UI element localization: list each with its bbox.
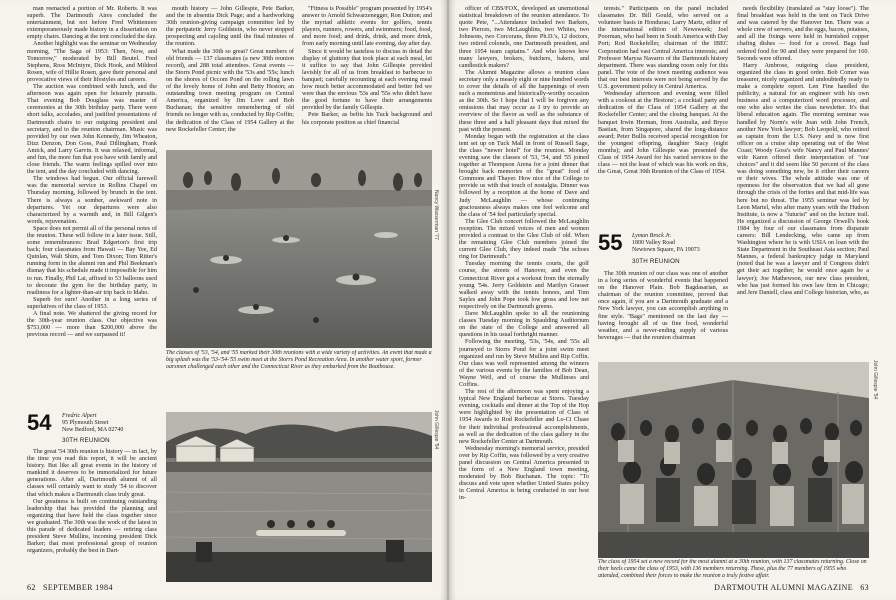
boathouse-photo: [166, 412, 432, 582]
paragraph: needs flexibility (translated as "stay loose"). The final breakfast was held in the tent on Tuck Drive and was catered by the Hanover Inn. There was a whole crew of servers, and the eggs, bacon, potatoes, and all the fixings were held in burnished copper chafing dishes — food for a crowd. Bags had ordered food for 90 and they were prepared for 160. Seconds were offered.: [737, 5, 869, 62]
paragraph: Space does not permit all of the personal notes of the reunion. These will follow in a later issue. Still, some remembrances: Brad Edgerton's first trip back; four classmates from Hawaii — Bay Yee, Ed Quinlan, Walt Shim, and Tom Dixon; Tom Ritter's running form in the alumni run and Phil Beekman's dismay that his schedule made it impossible for him to run. Finally, Phil Lai, affixed to 53 balloons used to decorate the gym for the birthday party, in readiness for a lighter-than-air trip back to Idaho.: [27, 224, 157, 296]
left-col3: [302, 5, 432, 148]
left-page-number: 62: [27, 583, 36, 592]
paragraph: Wednesday afternoon and evening were filled with a cookout at the Hestons'; a cocktail party and dedication of the Class of 1954 Gallery at the Rockefeller Center; and the closing banquet. At the banquet Irwin Herman, from Australia, and Bryce Bastian, from Singapore, shared the long-distance award; Peter Bullis received special recognition for the youngest offspring, daughter Stacy (eight months); and John Gillespie was presented the Class of 1954 Award for his varied services to the class — not the least of which was his work on this, the Great, Great 30th Reunion of the Class of 1954.: [598, 90, 728, 176]
photo1-credit: Nancy Wasserman '77: [433, 190, 439, 240]
paragraph: Our greatness is built on continuing outstanding leadership that has provided the planning and organizing that have held the class together since we graduated. The 30th was the work of the latest in this parade of dedicated leaders — retiring class president Steve Mullins, incoming president Dick Barker; that most professional group of reunion organizers, probably the best in Dart-: [27, 497, 157, 555]
paragraph: terests." Participants on the panel included classmates Dr. Bill Gould, who served on a volunteer basis in Honduras; Larry Martz, editor of the international edition of Newsweek; Joel Poorman, who had been in South America with Day Port; Rod Rockefeller, chairman of the IBEC Corporation had vast Central America interests; and Professor Marysa Navarro of the Dartmouth history department. There was standing room only for this panel. The vote of the town meeting audience was that our best interests were not being served by the U.S. government policy in Central America.: [598, 5, 728, 91]
class-55-number: 55: [598, 230, 623, 255]
photo1-caption-text: The classes of '53, '54, and '55 marked their 30th reunions with a wide variety of activities. An event that made a big splash was the '53-'54-'55 swim meet at the Storrs Pond Recreation Area. In another water sport, former oarsmen challenged each other and the Connecticut River as they embarked from the Boathouse.: [166, 350, 432, 370]
class-55-column: [598, 270, 728, 358]
right-col3: [737, 5, 869, 358]
left-folio: [27, 583, 113, 592]
paragraph: Wednesday morning's memorial service, presided over by Rip Coffin, was followed by a very creative panel discussion on Central America presented in the form of a New England town meeting, moderated by Bob Buchanan. The topic: "To discuss and vote upon whether United States policy in Central America is being conducted in our best in-: [459, 444, 589, 502]
right-folio: [714, 583, 869, 592]
class-55-reunion-heading: 30TH REUNION: [632, 258, 680, 265]
swim-meet-photo: [166, 150, 432, 348]
paragraph: Since it would be tasteless to discuss in detail the display of gluttony that took place at each meal, let it suffice to say that John Gillespie provided lavishly for all of us from breakfast to barbecue to banquet; carefully recounting at each evening meal how much better accommodated and better fed we were than the envious '53s and '55s who didn't have the good fortune to have their arrangements provided by the family Gillespie.: [302, 47, 432, 112]
photo3-caption-text: The class of 1954 set a new record for the most alumni at a 30th reunion, with 137 classmates returning. Close on their heels came the class of 1953, with 136 members returning. These, plus the 77 members of 1955 who attended, combined their forces to make the reunion a truly festive affair.: [598, 559, 867, 579]
class-54-column: [27, 448, 157, 582]
class-54-number: 54: [27, 410, 52, 435]
right-col2: [598, 5, 728, 230]
paragraph: The rest of the afternoon was spent enjoying a typical New England barbecue at Storrs. Tuesday evening, cocktails and dinner at the Top of the Hop were highlighted by the presentation of Class of 1954 Awards to Rod Rockefeller and Lo-Ci Chase for their individual professional accomplishments, as well as the dedication of the class gallery in the new Rockefeller Center at Dartmouth.: [459, 388, 589, 445]
class-54-address: [62, 413, 157, 434]
photo1-caption: [166, 350, 432, 392]
class-54-reunion-heading: 30TH REUNION: [62, 437, 110, 444]
paragraph: Superb for sure! Another in a long series of superlatives of the class of 1953.: [27, 295, 157, 310]
right-page-number: 63: [860, 583, 869, 592]
class-55-city: Newtown Square, PA 19073: [632, 247, 700, 253]
class-54-street: 95 Plymouth Street: [62, 420, 109, 426]
class-55-street: 1800 Valley Road: [632, 240, 675, 246]
class-54-secretary: Fredric Alpert: [62, 413, 97, 419]
left-page: [0, 0, 447, 600]
paragraph: Monday began with the registration at the class tent set up on Tuck Mall in front of Russell Sage, the class "newer hotel" for the reunion. Monday evening saw the classes of '53, '54, and '55 joined together at Thompson Arena for a joint dinner that brought back memories of the "great" food of Commons and Thayer. How nice of the College to provide us with that touch of nostalgia. Dinner was followed by a reception at the home of Dave and Judy McLaughlin — whose continuing graciousness always makes one feel welcome and the class of '54 feel particularly special.: [459, 132, 589, 218]
paragraph: "Fitness is Possible" program presented by 1954's answer to Arnold Schwarzenegger, Ron Dutton; and the myriad athletic events for golfers, tennis players, runners, rowers, and swimmers; food, food, and more food; and drink, drink, and more drink, from early morning until late evening, day after day.: [302, 5, 432, 48]
paragraph: The windows had begun. Our official farewell was the memorial service in Rollins Chapel on Thursday morning, followed by brunch in the tent. There is always a somber, awkward note in departures. Yet our departures were also characterized by a warmth and, in Bill Gilgen's words, rejuvenation.: [27, 175, 157, 225]
photo3-credit: John Gillespie '54: [872, 360, 878, 400]
right-folio-title: DARTMOUTH ALUMNI MAGAZINE: [714, 583, 853, 592]
paragraph: The 30th reunion of our class was one of another in a long series of wonderful events that happened on the Hanover Plain. Bob Bagdasarian, as chairman of the reunion committee, proved that once again, if you are a Dartmouth graduate and a New York lawyer, you can accomplish anything in fine style. "Bags" mentioned on the last day — having brought all of us fine food, wonderful weather, and a never-ending supply of various beverages — that the reunion chairman: [598, 270, 728, 341]
paragraph: The Glee Club concert followed the McLaughlin reception. The mixed voices of men and women provided a contrast to the Glee Club of old. When the remaining Glee Club members joined the current Glee Club, they indeed made "the echoes ring for Dartmouth.": [459, 217, 589, 261]
paragraph: Following the meeting, '53s, '54s, and '55s all journeyed to Storrs Pond for a joint swim meet organized and run by Steve Mullins and Rip Coffin. Our class was well represented among the winners of the various events by the families of Bob Dean, Wayne Weil, and of course the Mullinses and Coffins.: [459, 338, 589, 388]
class-55-secretary: Lyman Brock Jr.: [632, 233, 672, 239]
paragraph: man reenacted a portion of Mr. Roberts. It was superb. The Dartmouth Aires concluded the entertainment, but not before Fred Whittemore extemporaneously made history in a dissertation on empty chairs. Dancing at the tent concluded the day.: [27, 5, 157, 41]
left-folio-date: SEPTEMBER 1984: [43, 583, 113, 592]
paragraph: mouth history — John Gillespie, Pete Barker, and the in absentia Dick Page; and a hardworking 30th reunion-giving campaign committee led by the peripatetic Jerry Goldstein, who never stopped prospecting and cajoling until the final minutes of the reunion.: [166, 5, 294, 48]
paragraph: The great '54 30th reunion is history — in fact, by the time you read this report, it will be ancient history. But like all great events in the history of mankind it deserves to be immortalized for future generations. After all, Dartmouth alumni of all classes will certainly want to study '54 to discover that which makes a Dartmouth class truly great.: [27, 448, 157, 498]
paragraph: The auction was combined with lunch, and the afternoon was again open for leisurely pursuits. That evening Bob Douglass was master of ceremonies at the 30th birthday party. There were short talks, accolades, and justified presentations of Dartmouth chairs to our outgoing president and secretary, and to the reunion chairman. Music was provided by our own John Kennedy, Jim Wheaton, Dizz Denzon, Don Goss, Paul Dillingham, Frank Amick, and Larry Garvin. It was relaxed, informal, and fun, the more fun that you have with family and close friends. The warm feelings spilled over into the tent, and the day concluded with dancing.: [27, 83, 157, 176]
left-col1: [27, 5, 157, 425]
paragraph: The Alumni Magazine allows a reunion class secretary only a measly eight or nine hundred words to cover the details of all the happenings of even such a momentous and historically-worthy occasion as the 30th. So I hope that I will be forgiven any omissions that may occur as I try to provide an overview of the flavor as well as the substance of these three and a half pleasant days that mixed the past with the present.: [459, 68, 589, 133]
class-55-address: [632, 233, 727, 254]
paragraph: Tuesday morning the tennis courts, the golf course, the streets of Hanover, and even the Connecticut River got a workout from the eternally young '54s. Jerry Goldstein and Marilyn Grasser walked away with the tennis honors, and Tom Sayles and John Pope took low gross and low net respectively on the Dartmouth greens.: [459, 260, 589, 310]
paragraph: officer of CBS/FOX, developed an unemotional statistical breakdown of the reunion attendance. To quote Pete, "...Attendance included two Barkers, two Pierces, two McLaughlins, two Whites, two Johnsons, two Corcorans, three Ph.D.'s, 12 doctors, two retired colonels, one Dartmouth president, and three 1954 team captains." And who knows how many lawyers, brokers, butchers, bakers, and candlestick makers?: [459, 5, 589, 69]
right-col1: [459, 5, 589, 583]
right-page: [449, 0, 896, 600]
paragraph: Dave McLaughlin spoke to all the reunioning classes Tuesday morning in Spaulding Auditorium on the state of the College and answered all questions in his usual forthright manner.: [459, 310, 589, 339]
paragraph: Harry Ambrose, outgoing class president, organized the class in good order. Bob Comer was treasurer, nicely organized and undoubtedly ready to make a complete report. Len Fine handled the publicity, a natural for an engineer with his own business and a computerized word processor, and one who also writes the class newsletter. It's that liberal education again. The morning seminar was handled by Norm's wife Joan with John French, another New York lawyer; Bob Leopold, who retired as captain from the U.S. Navy and is now first officer on a cruise ship operating out of the West Coast; Woody Goss's wife Nancy and Paul Mannes' wife Karen offered their interpretation of "our choices" and it did seem like 50 percent of the class was doing something new, be it either their careers or their wives. The whole attitude was one of openness for the observation that we had all gone through the crisis of the forties and that mid-life was here but no threat. The 1955 seminar was led by Leon Martel, who after many years with the Hudson Institute, is now a "futurist" and on the lecture trail. He organized a discussion of George Orwell's book 1984 by four of our classmates from disparate careers: Bill Lendecking, who came up from Washington where he is with USIA on loan with the State Department in the Southeast Asia section; Paul Mannes, a federal bankruptcy judge in Maryland (noted that he was a lawyer and if Congress didn't get their act together, he would once again be a lawyer); Joe Mathewson, our new class president, who has just formed his own law firm in Chicago; and Jere Daniell, class and College historian, who, as: [737, 61, 869, 296]
class-1954-crowd-photo: [598, 362, 869, 558]
class-54-city: New Bedford, MA 02740: [62, 427, 124, 433]
paragraph: Another highlight was the seminar on Wednesday morning, "The Saga of 1953: Then, Now, and Tomorrow," moderated by Bill Beutel. Fred Stephens, Ross McIntyre, Dick Hook, and Mildred Rosen, wife of Hillie Rosen, gave their personal and provocative views of their lifestyles and careers.: [27, 40, 157, 83]
paragraph: A final note. We shattered the giving record for the 30th-year reunion class. Our objective was $753,000 — more than $200,000 above the previous record — and we surpassed it!: [27, 310, 157, 339]
paragraph: Pete Barker, as befits his Tuck background and his corporate position as chief financial: [302, 111, 432, 126]
paragraph: What made the 30th so great? Great numbers of old friends — 137 classmates (a new 30th reunion record), and 288 total attendees. Great events — the Storrs Pond picnic with the '53s and '55s; lunch on the shores of Occom Pond on the rolling lawn of the lovely home of John and Betty Heston; an outstanding town meeting program on Central America, organized by Jim Love and Bob Buchanan; the sensitive remembering of old friends no longer with us, conducted by Rip Coffin; the dedication of the Class of 1954 Gallery at the new Rockefeller Center; the: [166, 47, 294, 133]
photo2-credit: John Gillespie '54: [433, 410, 439, 450]
left-col2: [166, 5, 294, 148]
